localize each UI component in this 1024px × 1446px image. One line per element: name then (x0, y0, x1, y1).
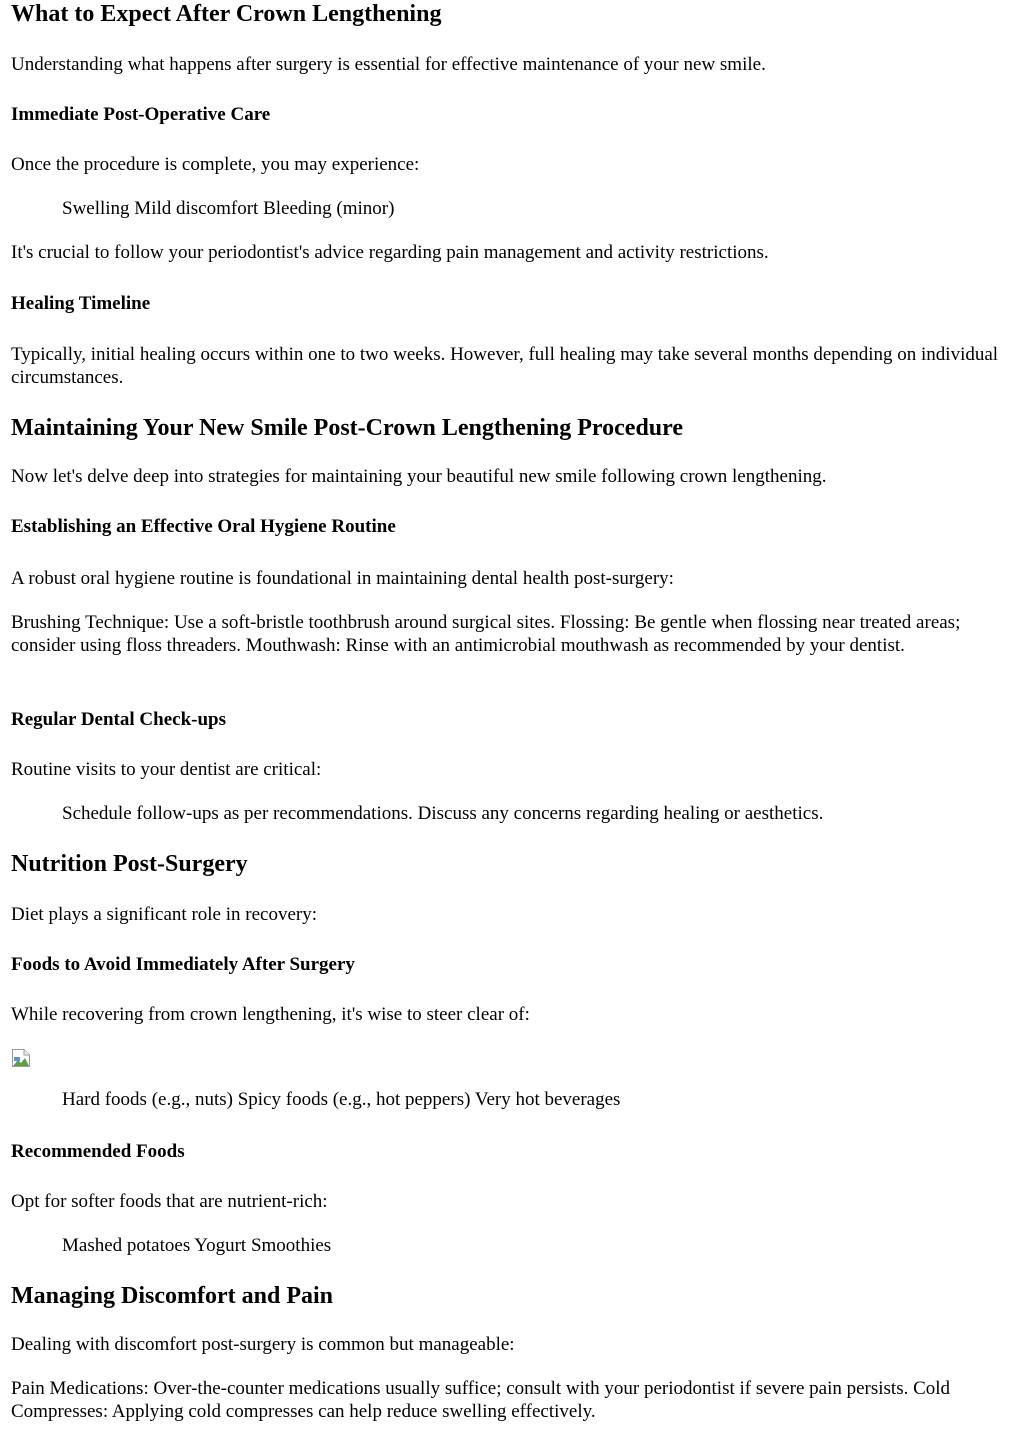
heading-nutrition: Nutrition Post-Surgery (11, 851, 248, 877)
heading-immediate-care: Immediate Post-Operative Care (11, 104, 271, 125)
managing-discomfort-paragraph: Pain Medications: Over-the-counter medications usually suffice; consult with your periodontist if severe pain persists. Cold Compresses: Applying cold compresses can help reduce swelling effectively. (11, 1378, 951, 1422)
heading-healing-timeline: Healing Timeline (11, 293, 151, 314)
dental-checkups-lead: Routine visits to your dentist are critical: (11, 759, 322, 780)
nutrition-intro-paragraph: Diet plays a significant role in recovery: (11, 904, 318, 925)
immediate-care-lead: Once the procedure is complete, you may experience: (11, 154, 420, 175)
heading-dental-checkups: Regular Dental Check-ups (11, 709, 226, 730)
expect-intro-paragraph: Understanding what happens after surgery is essential for effective maintenance of your new smile. (11, 54, 766, 75)
healing-timeline-paragraph: Typically, initial healing occurs within one to two weeks. However, full healing may take several months depending on individual circumstances. (11, 344, 999, 388)
oral-hygiene-paragraph: Brushing Technique: Use a soft-bristle toothbrush around surgical sites. Flossing: Be gentle when flossing near treated areas; consider using floss threaders. Mouthwash: Rinse with an antimicrobial mouthwash as recommended by your dentist. (11, 612, 961, 656)
heading-maintaining-smile: Maintaining Your New Smile Post-Crown Lengthening Procedure (11, 415, 684, 441)
recommended-foods-lead: Opt for softer foods that are nutrient-rich: (11, 1191, 328, 1212)
foods-to-avoid-lead: While recovering from crown lengthening, it's wise to steer clear of: (11, 1004, 530, 1025)
heading-managing-discomfort: Managing Discomfort and Pain (11, 1283, 334, 1309)
managing-discomfort-intro: Dealing with discomfort post-surgery is common but manageable: (11, 1334, 515, 1355)
heading-recommended-foods: Recommended Foods (11, 1141, 185, 1162)
maintaining-intro-paragraph: Now let's delve deep into strategies for maintaining your beautiful new smile following crown lengthening. (11, 466, 827, 487)
oral-hygiene-lead: A robust oral hygiene routine is foundational in maintaining dental health post-surgery: (11, 568, 674, 589)
recommended-foods-list: Mashed potatoes Yogurt Smoothies (62, 1235, 332, 1256)
broken-image-icon (11, 1048, 31, 1068)
heading-foods-to-avoid: Foods to Avoid Immediately After Surgery (11, 954, 355, 975)
dental-checkups-list: Schedule follow-ups as per recommendations. Discuss any concerns regarding healing or aesthetics. (62, 803, 824, 824)
foods-to-avoid-list: Hard foods (e.g., nuts) Spicy foods (e.g., hot peppers) Very hot beverages (62, 1089, 621, 1110)
heading-what-to-expect: What to Expect After Crown Lengthening (11, 1, 442, 27)
immediate-care-note: It's crucial to follow your periodontist's advice regarding pain management and activity restrictions. (11, 242, 769, 263)
heading-oral-hygiene: Establishing an Effective Oral Hygiene Routine (11, 516, 396, 537)
immediate-care-list: Swelling Mild discomfort Bleeding (minor) (62, 198, 395, 219)
